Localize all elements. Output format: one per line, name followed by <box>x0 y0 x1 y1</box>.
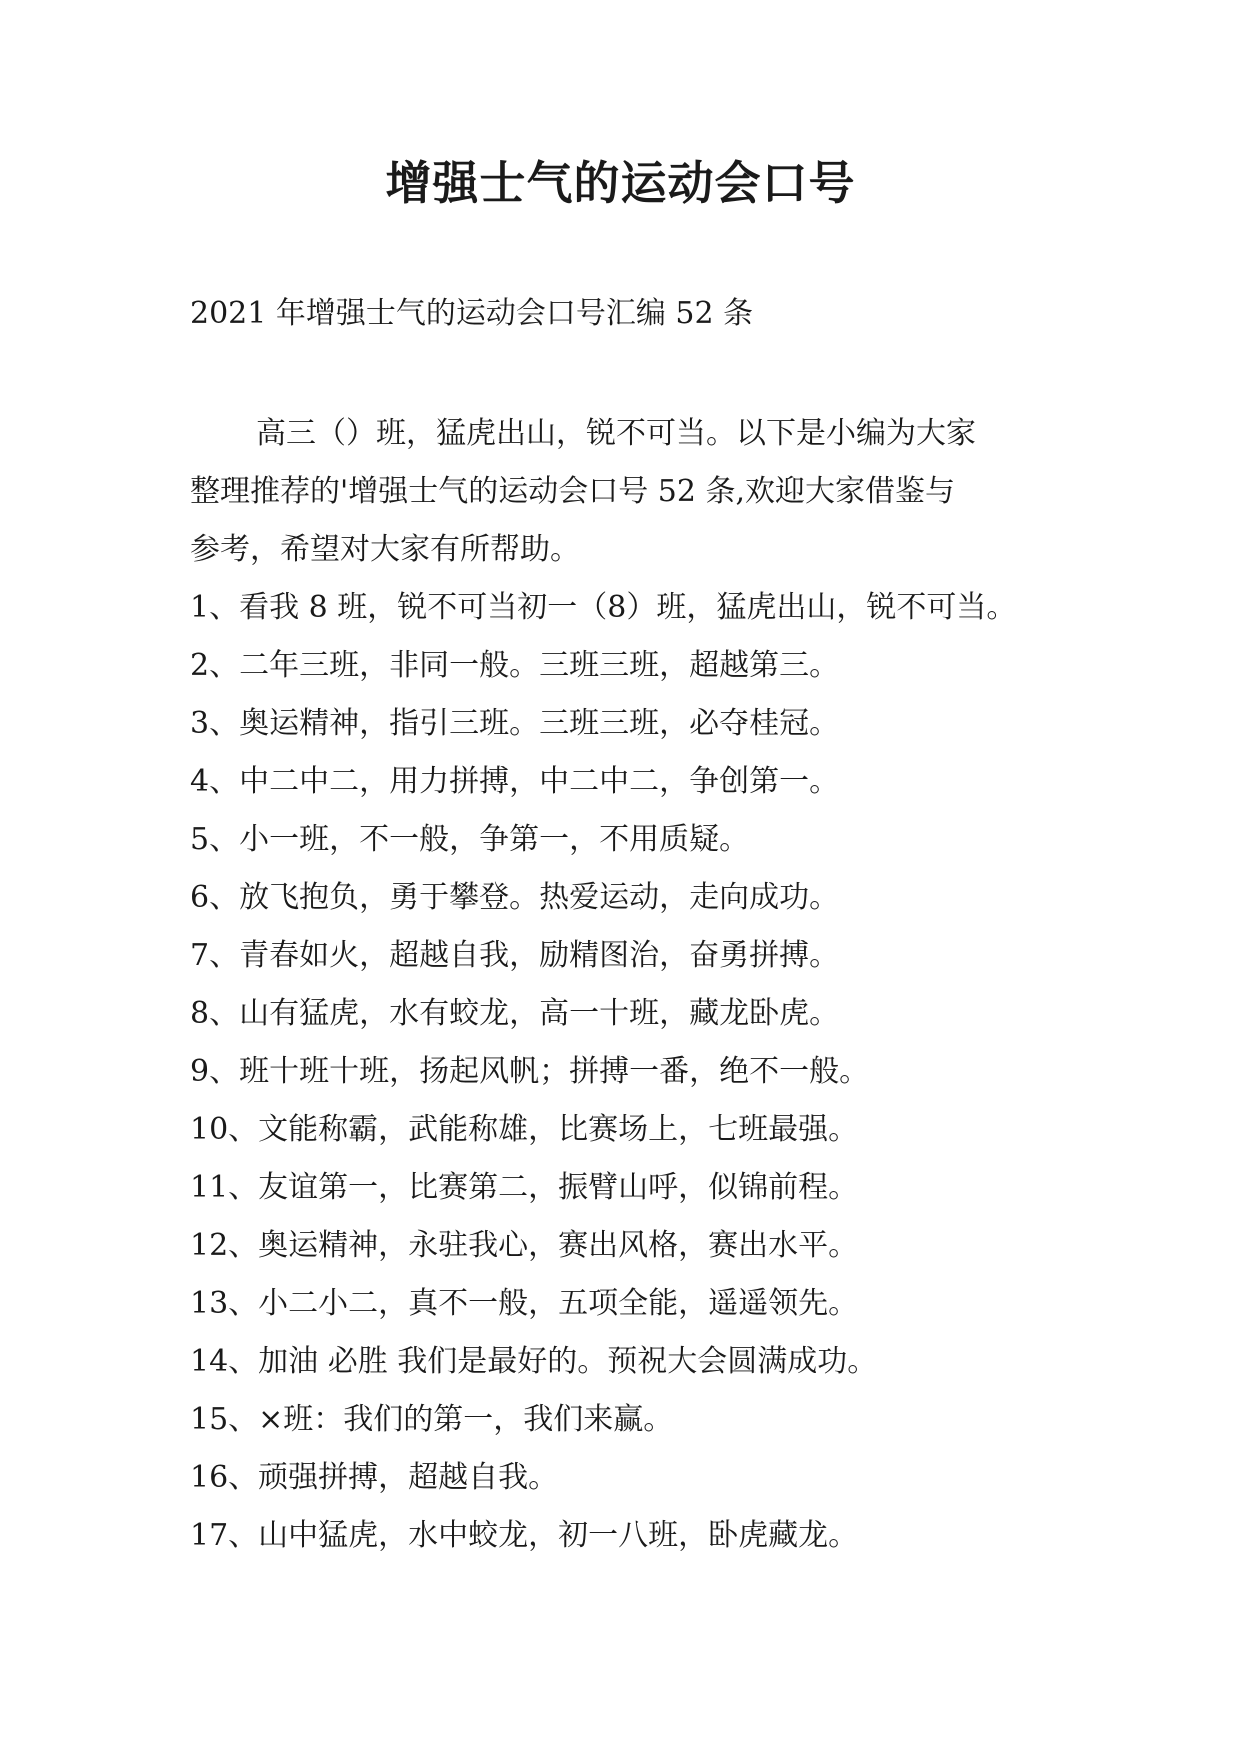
slogan-item: 6、放飞抱负，勇于攀登。热爱运动，走向成功。 <box>190 880 840 915</box>
page-title: 增强士气的运动会口号 <box>385 156 856 210</box>
document-subtitle: 2021 年增强士气的运动会口号汇编 52 条 <box>190 296 754 331</box>
slogan-item: 8、山有猛虎，水有蛟龙，高一十班，藏龙卧虎。 <box>190 996 840 1031</box>
slogan-item: 1、看我 8 班，锐不可当初一（8）班，猛虎出山，锐不可当。 <box>190 590 1017 625</box>
slogan-item: 4、中二中二，用力拼搏，中二中二，争创第一。 <box>190 764 840 799</box>
slogan-item: 17、山中猛虎，水中蛟龙，初一八班，卧虎藏龙。 <box>190 1518 859 1553</box>
slogan-item: 10、文能称霸，武能称雄，比赛场上，七班最强。 <box>190 1112 859 1147</box>
slogan-item: 13、小二小二，真不一般，五项全能，遥遥领先。 <box>190 1286 859 1321</box>
slogan-list <box>190 579 1090 1565</box>
slogan-item: 11、友谊第一，比赛第二，振臂山呼，似锦前程。 <box>190 1170 859 1205</box>
intro-paragraph <box>190 405 1050 579</box>
intro-line: 参考，希望对大家有所帮助。 <box>190 532 580 567</box>
slogan-item: 3、奥运精神，指引三班。三班三班，必夺桂冠。 <box>190 706 840 741</box>
slogan-item: 2、二年三班，非同一般。三班三班，超越第三。 <box>190 648 840 683</box>
intro-line: 整理推荐的'增强士气的运动会口号 52 条,欢迎大家借鉴与 <box>190 474 956 509</box>
slogan-item: 14、加油 必胜 我们是最好的。预祝大会圆满成功。 <box>190 1344 878 1379</box>
slogan-item: 16、顽强拼搏，超越自我。 <box>190 1460 559 1495</box>
slogan-item: 15、×班：我们的第一，我们来赢。 <box>190 1402 674 1437</box>
slogan-item: 5、小一班，不一般，争第一，不用质疑。 <box>190 822 750 857</box>
slogan-item: 7、青春如火，超越自我，励精图治，奋勇拼搏。 <box>190 938 840 973</box>
slogan-item: 12、奥运精神，永驻我心，赛出风格，赛出水平。 <box>190 1228 859 1263</box>
slogan-item: 9、班十班十班，扬起风帆；拼搏一番，绝不一般。 <box>190 1054 870 1089</box>
intro-line: 高三（）班，猛虎出山，锐不可当。以下是小编为大家 <box>256 416 976 451</box>
